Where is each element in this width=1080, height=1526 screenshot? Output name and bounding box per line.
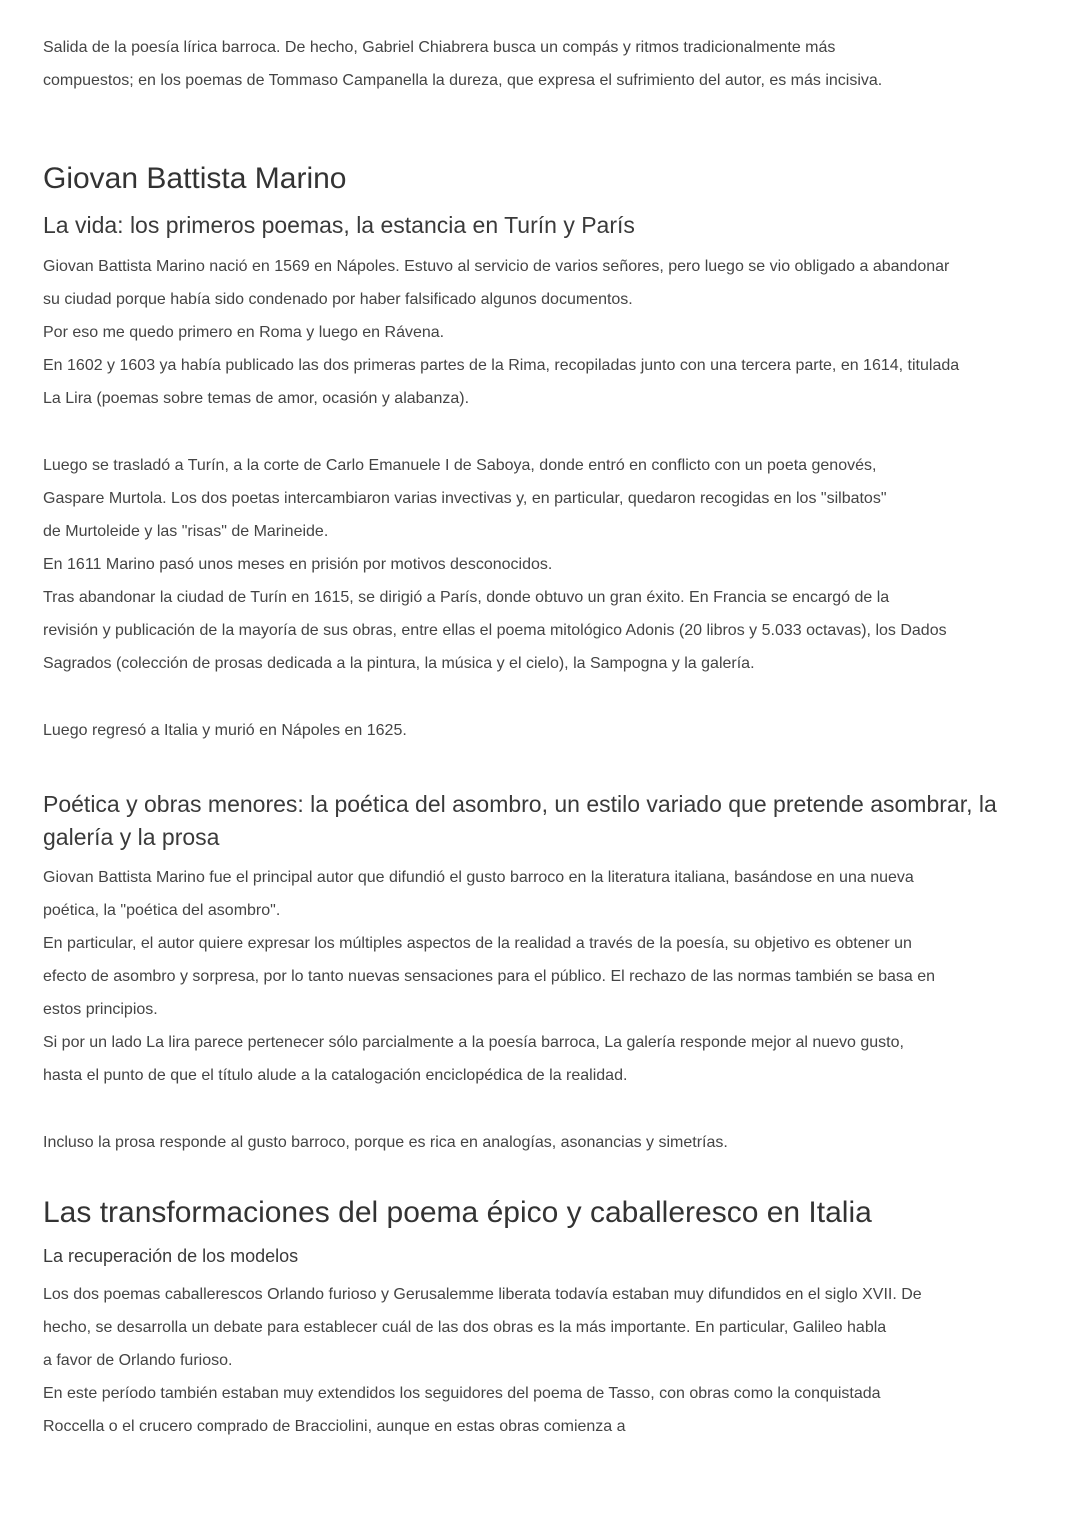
paragraph-line: En este período también estaban muy extendidos los seguidores del poema de Tasso, con obras como la conquistada (43, 1385, 881, 1402)
subsection-heading-vida: La vida: los primeros poemas, la estancia en Turín y París (43, 212, 635, 238)
paragraph-line: Giovan Battista Marino fue el principal autor que difundió el gusto barroco en la literatura italiana, basándose en una nueva (43, 869, 914, 886)
intro-line: Salida de la poesía lírica barroca. De hecho, Gabriel Chiabrera busca un compás y ritmos tradicionalmente más (43, 39, 836, 56)
paragraph-line: La Lira (poemas sobre temas de amor, ocasión y alabanza). (43, 390, 470, 407)
paragraph-line: a favor de Orlando furioso. (43, 1352, 233, 1369)
paragraph-line: su ciudad porque había sido condenado por haber falsificado algunos documentos. (43, 291, 633, 308)
intro-line: compuestos; en los poemas de Tommaso Campanella la dureza, que expresa el sufrimiento del autor, es más incisiva. (43, 72, 883, 89)
paragraph-line: Incluso la prosa responde al gusto barroco, porque es rica en analogías, asonancias y simetrías. (43, 1134, 728, 1151)
paragraph-line: Los dos poemas caballerescos Orlando furioso y Gerusalemme liberata todavía estaban muy difundidos en el siglo XVII. De (43, 1286, 922, 1303)
paragraph-line: Por eso me quedo primero en Roma y luego en Rávena. (43, 324, 445, 341)
paragraph-line: Giovan Battista Marino nació en 1569 en Nápoles. Estuvo al servicio de varios señores, pero luego se vio obligado a abandonar (43, 258, 950, 275)
paragraph-line: hasta el punto de que el título alude a la catalogación enciclopédica de la realidad. (43, 1067, 628, 1084)
paragraph-line: Tras abandonar la ciudad de Turín en 1615, se dirigió a París, donde obtuvo un gran éxito. En Francia se encargó de la (43, 589, 890, 606)
paragraph-line: En particular, el autor quiere expresar los múltiples aspectos de la realidad a través de la poesía, su objetivo es obtener un (43, 935, 912, 952)
paragraph-line: En 1602 y 1603 ya había publicado las dos primeras partes de la Rima, recopiladas junto con una tercera parte, en 1614, titulada (43, 357, 960, 374)
paragraph-line: Luego regresó a Italia y murió en Nápoles en 1625. (43, 722, 407, 739)
paragraph-line: de Murtoleide y las "risas" de Marineide. (43, 523, 329, 540)
section-title-epico: Las transformaciones del poema épico y caballeresco en Italia (43, 1196, 872, 1229)
paragraph-line: revisión y publicación de la mayoría de sus obras, entre ellas el poema mitológico Adonis (20 libros y 5.033 octavas), los Dados (43, 622, 947, 639)
paragraph-line: estos principios. (43, 1001, 158, 1018)
subsection-heading-modelos: La recuperación de los modelos (43, 1246, 299, 1266)
paragraph-line: Si por un lado La lira parece pertenecer sólo parcialmente a la poesía barroca, La galería responde mejor al nuevo gusto, (43, 1034, 904, 1051)
paragraph-line: efecto de asombro y sorpresa, por lo tanto nuevas sensaciones para el público. El rechazo de las normas también se basa en (43, 968, 936, 985)
paragraph-line: En 1611 Marino pasó unos meses en prisión por motivos desconocidos. (43, 556, 553, 573)
paragraph-line: Luego se trasladó a Turín, a la corte de Carlo Emanuele I de Saboya, donde entró en conflicto con un poeta genovés, (43, 457, 877, 474)
paragraph-line: poética, la "poética del asombro". (43, 902, 281, 919)
paragraph-line: hecho, se desarrolla un debate para establecer cuál de las dos obras es la más importante. En particular, Galileo habla (43, 1319, 887, 1336)
subsection-heading-poetica: Poética y obras menores: la poética del asombro, un estilo variado que pretende asombrar, la (43, 791, 997, 817)
paragraph-line: Sagrados (colección de prosas dedicada a la pintura, la música y el cielo), la Sampogna y la galería. (43, 655, 755, 672)
section-title-marino: Giovan Battista Marino (43, 162, 347, 195)
paragraph-line: Gaspare Murtola. Los dos poetas intercambiaron varias invectivas y, en particular, quedaron recogidas en los "silbatos" (43, 490, 887, 507)
subsection-heading-poetica: galería y la prosa (43, 824, 220, 850)
paragraph-line: Roccella o el crucero comprado de Bracciolini, aunque en estas obras comienza a (43, 1418, 626, 1435)
